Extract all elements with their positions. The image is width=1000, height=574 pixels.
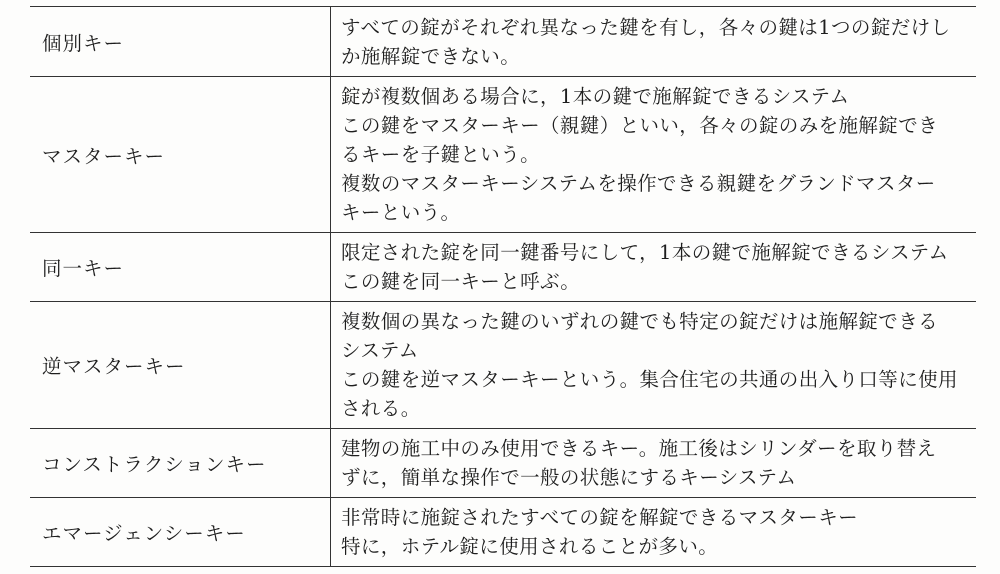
description-line: この鍵を同一キーと呼ぶ。 — [341, 270, 581, 293]
description-line: すべての錠がそれぞれ異なった鍵を有し，各々の鍵は1つの錠だけし — [341, 15, 951, 39]
description-line: この鍵をマスターキー（親鍵）といい，各々の錠のみを施解錠でき — [341, 114, 939, 137]
description-line: 限定された錠を同一鍵番号にして，1本の鍵で施解錠できるシステム — [341, 241, 949, 264]
description-line: 特に，ホテル錠に使用されることが多い。 — [341, 535, 719, 558]
key-type-cell: 個別キー — [30, 7, 331, 77]
description-cell — [331, 302, 977, 429]
table-row — [30, 429, 976, 498]
description-line: 複数のマスターキーシステムを操作できる親鍵をグランドマスター — [341, 172, 936, 195]
table-body — [30, 7, 976, 567]
key-type-cell: コンストラクションキー — [30, 429, 331, 498]
table-row — [30, 7, 976, 77]
description-cell — [331, 7, 977, 77]
description-line: 錠が複数個ある場合に，1本の鍵で施解錠できるシステム — [341, 85, 850, 108]
description-line: この鍵を逆マスターキーという。集合住宅の共通の出入り口等に使用 — [341, 368, 958, 391]
description-cell — [331, 77, 977, 233]
table-row — [30, 77, 976, 233]
description-line: 建物の施工中のみ使用できるキー。施工後はシリンダーを取り替え — [341, 437, 937, 460]
description-line: 非常時に施錠されたすべての錠を解錠できるマスターキー — [341, 506, 859, 529]
description-cell — [331, 429, 977, 498]
description-line: か施解錠できない。 — [341, 44, 521, 68]
description-line: システム — [341, 339, 419, 362]
description-line: るキーを子鍵という。 — [341, 143, 541, 166]
table-row — [30, 233, 976, 302]
key-type-cell: 同一キー — [30, 233, 331, 302]
table-row — [30, 498, 976, 567]
description-cell — [331, 233, 977, 302]
key-type-cell: 逆マスターキー — [30, 302, 331, 429]
key-type-cell: エマージェンシーキー — [30, 498, 331, 567]
description-cell — [331, 498, 977, 567]
description-line: キーという。 — [341, 201, 461, 224]
table-row — [30, 302, 976, 429]
description-line: ずに，簡単な操作で一般の状態にするキーシステム — [341, 466, 797, 489]
description-line: 複数個の異なった鍵のいずれの鍵でも特定の錠だけは施解錠できる — [341, 310, 939, 333]
description-line: される。 — [341, 397, 421, 420]
key-system-table — [30, 6, 976, 567]
key-type-cell: マスターキー — [30, 77, 331, 233]
